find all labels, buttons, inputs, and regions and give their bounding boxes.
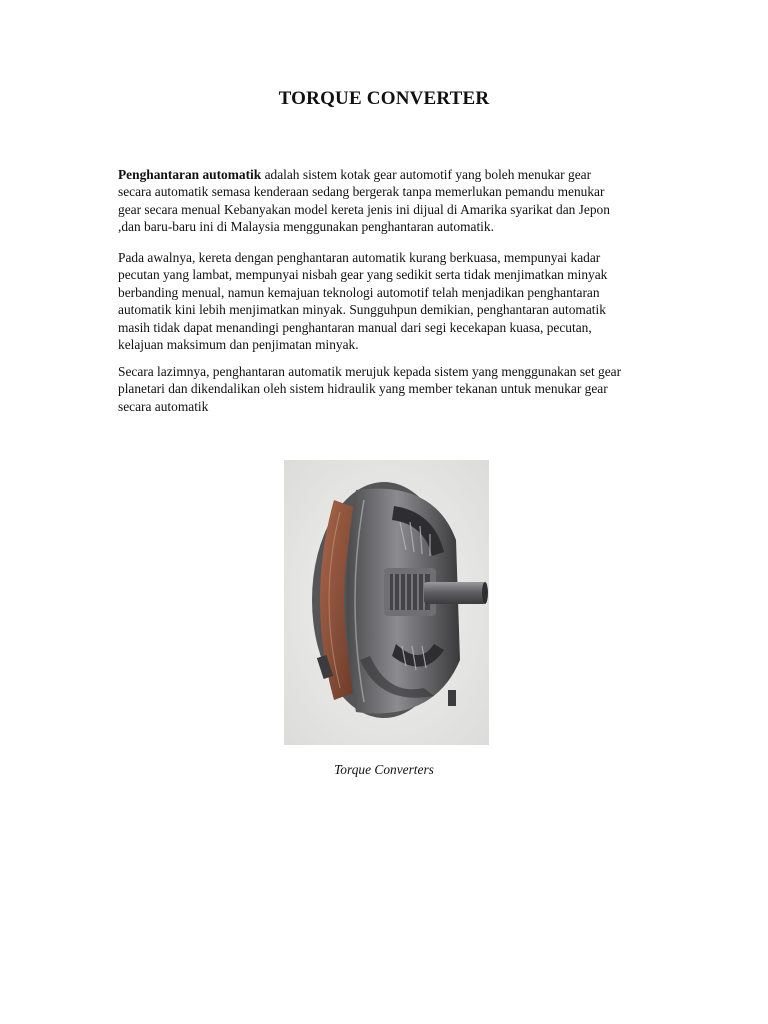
- paragraph-intro: [118, 166, 658, 236]
- paragraph-history-line-3: berbanding menual, namun kemajuan teknologi automotif telah menjadikan penghantaran: [118, 284, 600, 300]
- figure-caption: Torque Converters: [334, 762, 434, 777]
- bold-term: Penghantaran automatik: [118, 167, 262, 182]
- paragraph-history-line-5: masih tidak dapat menandingi penghantaran manual dari segi kecekapan kuasa, pecutan,: [118, 319, 592, 335]
- paragraph-intro-line-1: [118, 166, 658, 183]
- paragraph-intro-line-2: secara automatik semasa kenderaan sedang bergerak tanpa memerlukan pemandu menukar: [118, 184, 605, 200]
- paragraph-history-line-1: Pada awalnya, kereta dengan penghantaran automatik kurang berkuasa, mempunyai kadar: [118, 250, 601, 265]
- paragraph-planetary-line-2: planetari dan dikendalikan oleh sistem hidraulik yang member tekanan untuk menukar gear: [118, 381, 608, 397]
- paragraph-history-line-4: automatik kini lebih menjimatkan minyak. Sungguhpun demikian, penghantaran automatik: [118, 302, 606, 318]
- paragraph-planetary: [118, 363, 658, 415]
- paragraph-history-line-6: kelajuan maksimum dan penjimatan minyak.: [118, 337, 359, 353]
- paragraph-history-line-2: pecutan yang lambat, mempunyai nisbah gear yang sedikit serta tidak menjimatkan minyak: [118, 267, 608, 283]
- paragraph-intro-line-4: ,dan baru-baru ini di Malaysia menggunakan penghantaran automatik.: [118, 219, 494, 235]
- torque-converter-cutaway-icon: [284, 460, 489, 745]
- paragraph-planetary-line-3: secara automatik: [118, 398, 209, 414]
- paragraph-intro-line-1-text: adalah sistem kotak gear automotif yang boleh menukar gear: [261, 167, 592, 182]
- paragraph-planetary-line-1: Secara lazimnya, penghantaran automatik merujuk kepada sistem yang menggunakan set gear: [118, 364, 622, 379]
- torque-converter-image: [284, 460, 489, 745]
- paragraph-intro-line-3: gear secara menual Kebanyakan model kereta jenis ini dijual di Amarika syarikat dan Jepon: [118, 201, 610, 217]
- document-title: TORQUE CONVERTER: [278, 88, 490, 109]
- paragraph-history: [118, 249, 658, 353]
